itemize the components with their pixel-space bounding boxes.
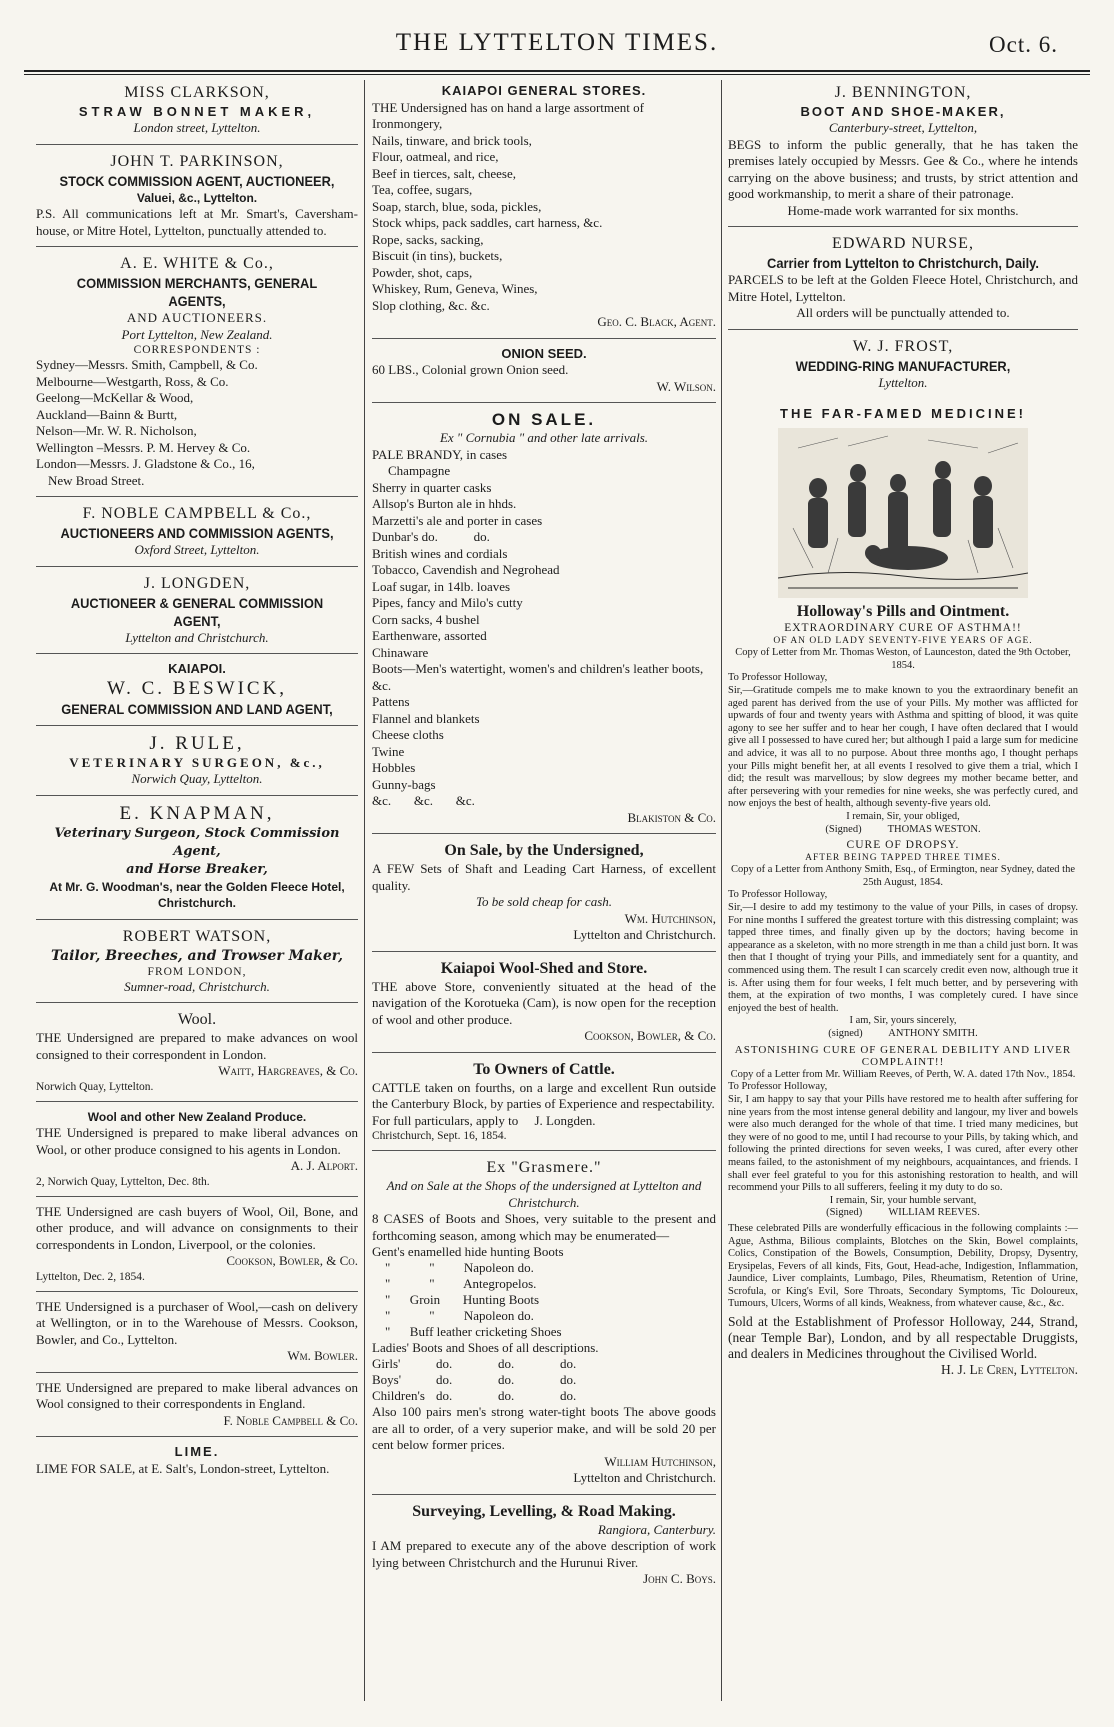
list-item: Flannel and blankets — [372, 710, 480, 726]
list-item: Whiskey, Rum, Geneva, Wines, — [372, 281, 538, 296]
address: Sumner-road, Christchurch. — [124, 978, 270, 994]
table-cell: do. — [498, 1388, 515, 1403]
table-cell: Children's — [372, 1388, 425, 1403]
trade-heading: VETERINARY SURGEON, &c., — [69, 754, 325, 770]
list-item: Cheese cloths — [372, 727, 444, 742]
apply-line: For full particulars, apply to J. Longden. — [372, 1112, 596, 1128]
ad-knapman — [36, 800, 358, 920]
ad-subheading: To be sold cheap for cash. — [475, 894, 613, 909]
list-item: Tea, coffee, sugars, — [372, 182, 473, 197]
masthead — [24, 30, 1090, 66]
list-item: Ladies' Boots and Shoes of all descriptions. — [372, 1340, 599, 1355]
trade-heading: GENERAL COMMISSION AND LAND AGENT, — [61, 700, 333, 717]
signature: Wm. Hutchinson, — [624, 910, 716, 926]
table-cell: do. — [498, 1372, 515, 1387]
trade-heading: WEDDING-RING MANUFACTURER, — [795, 357, 1011, 374]
advertiser-name: EDWARD NURSE, — [832, 235, 974, 252]
ad-cookson-buyers — [36, 1201, 358, 1292]
ad-heading: Kaiapoi Wool-Shed and Store. — [440, 959, 648, 977]
ad-lime — [36, 1441, 358, 1484]
complaints-list: These celebrated Pills are wonderfully efficacious in the following complaints :— Ague, Asthma, Bilious complaints, Blotches on the Skin, Bowel complaints, Colics, Constipation of the Bowels, Consumption, Debility, Dropsy, Dysentry, Erysipelas, Fevers of all kinds, Fits, Gout, Head-ache, Indigestion, Inflammation, Jaundice, Liver complaints, Lumbago, Piles, Rheumatism, Retention of Urine, Scrofula, or King's Evil, Sore Throats, Secondary Symptoms, Tic Doloureux, Tumours, Ulcers, Worms of all kinds, Weakness, from whatever cause, &c., &c. — [728, 1222, 1078, 1310]
ad-title: Holloway's Pills and Ointment. — [796, 603, 1010, 620]
list-item: Pipes, fancy and Milo's cutty — [372, 595, 523, 610]
advertiser-name: J. LONGDEN, — [143, 574, 251, 592]
dateline: 2, Norwich Quay, Lyttelton, Dec. 8th. — [36, 1175, 210, 1188]
closing: I remain, Sir, your humble servant, — [829, 1194, 977, 1206]
trade-heading: Tailor, Breeches, and Trowser Maker, — [50, 947, 344, 964]
dateline: Norwich Quay, Lyttelton. — [36, 1080, 154, 1093]
ad-body: A FEW Sets of Shaft and Leading Cart Harness, of excellent quality. — [372, 861, 716, 893]
signature: Wm. Bowler. — [287, 1348, 358, 1363]
list-item: Twine — [372, 743, 405, 759]
table-cell: do. — [560, 1356, 577, 1371]
ad-body: Also 100 pairs men's strong water-tight boots The above goods are all to order, of a very superior make, and will be sold 20 per cent below former prices. — [372, 1404, 716, 1452]
list-item: PALE BRANDY, in cases — [372, 446, 508, 462]
table-cell: do. — [560, 1388, 577, 1403]
table-cell: Boys' — [372, 1372, 402, 1387]
letter-intro: Copy of a Letter from Anthony Smith, Esq., of Ermington, near Sydney, dated the 25th August, 1854. — [730, 864, 1075, 888]
salutation: To Professor Holloway, — [728, 672, 828, 684]
ad-intro: THE Undersigned has on hand a large assortment of — [372, 99, 644, 115]
list-item: Earthenware, assorted — [372, 628, 487, 643]
trade-heading: Veterinary Surgeon, Stock Commission Agent, — [54, 825, 340, 859]
list-item: Sherry in quarter casks — [372, 479, 492, 495]
ad-wool-waitt — [36, 1007, 358, 1102]
signature: Geo. C. Black, Agent. — [597, 314, 716, 329]
ad-longden — [36, 571, 358, 655]
dateline: Christchurch, Sept. 16, 1854. — [372, 1130, 507, 1142]
table-cell: do. — [436, 1356, 453, 1371]
list-item: Gunny-bags — [372, 776, 436, 792]
ad-nurse — [728, 231, 1078, 330]
ad-heading: LIME. — [174, 1444, 220, 1459]
ad-heading: To Owners of Cattle. — [473, 1060, 615, 1078]
closing: I am, Sir, yours sincerely, — [849, 1015, 957, 1027]
closing: I remain, Sir, your obliged, — [846, 810, 960, 822]
ad-banner: THE FAR-FAMED MEDICINE! — [780, 406, 1026, 421]
list-item: Champagne — [388, 463, 451, 478]
ad-heading: Wool and other New Zealand Produce. — [87, 1109, 307, 1124]
list-item: Dunbar's do. do. — [372, 529, 490, 544]
origin-line: FROM LONDON, — [147, 965, 247, 978]
ad-clarkson — [36, 80, 358, 145]
correspondent-line: Sydney—Messrs. Smith, Campbell, & Co. — [36, 357, 258, 372]
ad-body: LIME FOR SALE, at E. Salt's, London-street, Lyttelton. — [36, 1460, 330, 1476]
list-item: " Buff leather cricketing Shoes — [372, 1324, 562, 1339]
list-item: Rope, sacks, sacking, — [372, 231, 484, 247]
ad-body: CATTLE taken on fourths, on a large and excellent Run outside the Canterbury Block, by parties of Experience and respectability. — [372, 1079, 716, 1111]
list-item: " Groin Hunting Boots — [372, 1292, 540, 1307]
newspaper-title: THE LYTTELTON TIMES. — [395, 29, 719, 56]
list-item: " " Antegropelos. — [372, 1276, 537, 1291]
column-divider-2 — [721, 80, 722, 1701]
list-item: Slop clothing, &c. &c. — [372, 297, 490, 313]
table-row — [372, 1388, 716, 1404]
engraving-illustration — [778, 428, 1028, 598]
correspondent-line: Auckland—Bainn & Burtt, — [36, 406, 178, 422]
place-line: Lyttelton and Christchurch. — [573, 927, 716, 942]
ad-bowler — [36, 1296, 358, 1373]
ad-watson — [36, 924, 358, 1004]
list-item: Ironmongery, — [372, 116, 443, 131]
advertiser-name: A. E. WHITE & Co., — [120, 255, 274, 272]
list-item: British wines and cordials — [372, 545, 508, 561]
footwear-table — [372, 1356, 716, 1404]
ad-bennington — [728, 80, 1078, 227]
list-item: Nails, tinware, and brick tools, — [372, 132, 532, 148]
correspondent-line: Nelson—Mr. W. R. Nicholson, — [36, 423, 197, 438]
signature: Cookson, Bowler, & Co. — [226, 1253, 358, 1268]
trade-subheading: and Horse Breaker, — [126, 861, 268, 877]
ad-body: 60 LBS., Colonial grown Onion seed. — [372, 362, 569, 377]
table-cell: Girls' — [372, 1356, 401, 1371]
ad-onion-seed — [372, 343, 716, 404]
ad-kaiapoi-stores — [372, 80, 716, 339]
sold-at: Sold at the Establishment of Professor Holloway, 244, Strand, (near Temple Bar), London, and by all respectable Druggists, and dealers in Medicines throughout the Civilised World. — [728, 1314, 1078, 1362]
ad-subheading: And on Sale at the Shops of the undersigned at Lyttelton and Christchurch. — [386, 1178, 702, 1210]
dateline: Lyttelton, Dec. 2, 1854. — [36, 1270, 145, 1283]
advertiser-name: W. C. BESWICK, — [106, 677, 288, 699]
ad-wool-alport — [36, 1106, 358, 1197]
column-divider-1 — [364, 80, 365, 1701]
signature: Blakiston & Co. — [627, 809, 716, 825]
ad-cattle — [372, 1057, 716, 1152]
ad-intro: 8 CASES of Boots and Shoes, very suitable to the present and forthcoming season, among which may be enumerated— — [372, 1211, 716, 1243]
column-1 — [36, 80, 358, 1701]
issue-date: Oct. 6. — [989, 32, 1058, 57]
signature: Cookson, Bowler, & Co. — [584, 1028, 716, 1043]
ad-surveying — [372, 1499, 716, 1595]
trade-heading: STRAW BONNET MAKER, — [78, 104, 316, 119]
testimonial-subheading: OF AN OLD LADY SEVENTY-FIVE YEARS OF AGE. — [773, 635, 1033, 646]
ad-subheading: Ex " Cornubia " and other late arrivals. — [439, 430, 649, 445]
table-cell: do. — [498, 1356, 515, 1371]
ad-noble-wool — [36, 1377, 358, 1438]
ad-heading: ON SALE. — [491, 410, 597, 429]
ad-woolshed — [372, 956, 716, 1053]
ad-rule — [36, 730, 358, 796]
trade-subheading: AND AUCTIONEERS. — [126, 310, 268, 325]
ad-body: THE Undersigned is prepared to make liberal advances on Wool, or other produce consigned to his agents in London. — [36, 1125, 358, 1157]
address: Norwich Quay, Lyttelton. — [131, 771, 263, 786]
signature: (Signed) WILLIAM REEVES. — [826, 1207, 980, 1219]
ad-body: THE Undersigned are prepared to make liberal advances on Wool consigned to their correspondents in England. — [36, 1379, 358, 1411]
ad-heading: ONION SEED. — [501, 345, 587, 361]
ad-holloway — [728, 402, 1078, 1386]
signature: A. J. Alport. — [290, 1158, 358, 1173]
ad-on-sale — [372, 407, 716, 834]
correspondent-line: Melbourne—Westgarth, Ross, & Co. — [36, 373, 229, 389]
signature: William Hutchinson, — [604, 1453, 716, 1469]
ad-note: All orders will be punctually attended to. — [796, 305, 1010, 320]
ad-heading: On Sale, by the Undersigned, — [444, 842, 644, 859]
advertiser-name: J. BENNINGTON, — [834, 84, 972, 101]
testimonial-heading: CURE OF DROPSY. — [846, 839, 960, 852]
signature: (signed) ANTHONY SMITH. — [828, 1028, 978, 1039]
list-item: " " Napoleon do. — [372, 1260, 534, 1275]
ad-beswick — [36, 658, 358, 726]
table-row — [372, 1372, 716, 1388]
place-line: Rangiora, Canterbury. — [597, 1521, 716, 1537]
ad-note: Home-made work warranted for six months. — [787, 202, 1019, 218]
list-item: Beef in tierces, salt, cheese, — [372, 165, 517, 181]
list-item: Biscuit (in tins), buckets, — [372, 248, 503, 263]
signature: W. Wilson. — [656, 378, 716, 394]
letter-intro: Copy of Letter from Mr. Thomas Weston, of Launceston, dated the 9th October, 1854. — [735, 647, 1071, 671]
list-item: Hobbles — [372, 760, 416, 775]
ad-body: THE Undersigned are cash buyers of Wool, Oil, Bone, and other produce, and will advance on consignments to their correspondents in London, Liverpool, or the colonies. — [36, 1203, 358, 1252]
list-item: Chinaware — [372, 644, 429, 660]
list-item: Powder, shot, caps, — [372, 264, 473, 280]
correspondent-line: New Broad Street. — [48, 472, 145, 488]
signature: John C. Boys. — [643, 1571, 716, 1586]
list-item: Stock whips, pack saddles, cart harness, &c. — [372, 215, 603, 230]
ad-white — [36, 251, 358, 497]
advertiser-name: F. NOBLE CAMPBELL & Co., — [82, 505, 312, 522]
list-item: Corn sacks, 4 bushel — [372, 611, 480, 627]
ad-heading: KAIAPOI GENERAL STORES. — [441, 83, 647, 98]
ad-body: P.S. All communications left at Mr. Smart's, Caversham-house, or Mitre Hotel, Lyttelton, punctually attended to. — [36, 206, 358, 238]
signature: F. Noble Campbell & Co. — [223, 1412, 358, 1428]
table-row — [372, 1356, 716, 1372]
trade-heading: STOCK COMMISSION AGENT, AUCTIONEER, — [59, 172, 335, 189]
column-3 — [728, 80, 1078, 1701]
ad-body: THE Undersigned is a purchaser of Wool,—cash on delivery at Wellington, or in to the Warehouse of Messrs. Cookson, Bowler, and Co., Lyttelton. — [36, 1298, 358, 1347]
trade-heading: COMMISSION MERCHANTS, GENERAL AGENTS, — [76, 275, 318, 309]
address: London street, Lyttelton. — [133, 120, 261, 135]
item-list — [372, 447, 716, 810]
place-heading: KAIAPOI. — [168, 661, 226, 676]
ad-parkinson — [36, 149, 358, 248]
advertiser-name: JOHN T. PARKINSON, — [110, 152, 284, 170]
list-item: Tobacco, Cavendish and Negrohead — [372, 562, 560, 577]
testimonial-heading: EXTRAORDINARY CURE OF ASTHMA!! — [784, 622, 1022, 634]
ad-heading: Ex "Grasmere." — [486, 1159, 602, 1176]
ad-body: BEGS to inform the public generally, that he has taken the premises lately occupied by Messrs. Gee & Co., where he intends carrying on the above business; and trusts, by strict attention and good workmanship, to merit a share of their patronage. — [728, 136, 1078, 201]
list-item: Pattens — [372, 694, 410, 709]
list-item: Marzetti's ale and porter in cases — [372, 512, 543, 528]
ad-grasmere — [372, 1155, 716, 1495]
testimonial-subheading: AFTER BEING TAPPED THREE TIMES. — [805, 852, 1001, 863]
correspondent-line: Geelong—McKellar & Wood, — [36, 390, 194, 405]
trade-heading: AUCTIONEER & GENERAL COMMISSION AGENT, — [70, 594, 324, 629]
list-item: Soap, starch, blue, soda, pickles, — [372, 198, 542, 214]
ad-body: I AM prepared to execute any of the above description of work lying between Christchurch and the Hurunui River. — [372, 1538, 716, 1570]
correspondent-line: Wellington –Messrs. P. M. Hervey & Co. — [36, 439, 251, 455]
signature: Waitt, Hargreaves, & Co. — [218, 1063, 358, 1078]
letter-intro: Copy of a Letter from Mr. William Reeves, of Perth, W. A. dated 17th Nov., 1854. — [730, 1068, 1076, 1080]
place-line: Lyttelton and Christchurch. — [573, 1470, 716, 1485]
correspondent-line: London—Messrs. J. Gladstone & Co., 16, — [36, 456, 255, 471]
ad-body: THE above Store, conveniently situated at the head of the navigation of the Korotueka (Cam), is now open for the reception of wool and other produce. — [372, 978, 716, 1027]
advertiser-name: E. KNAPMAN, — [119, 802, 275, 824]
list-item: Allsop's Burton ale in hhds. — [372, 496, 517, 511]
trade-heading: AUCTIONEERS AND COMMISSION AGENTS, — [60, 525, 334, 541]
advertiser-name: J. RULE, — [149, 732, 245, 754]
header-rule — [24, 70, 1090, 72]
salutation: To Professor Holloway, — [728, 1081, 828, 1093]
ad-body: PARCELS to be left at the Golden Fleece Hotel, Christchurch, and Mitre Hotel, Lyttelton. — [728, 272, 1078, 304]
ad-heading: Wool. — [177, 1011, 217, 1028]
correspondents-heading: CORRESPONDENTS : — [133, 344, 261, 356]
header-rule-thin — [24, 74, 1090, 75]
ad-body: THE Undersigned are prepared to make advances on wool consigned to their correspondent in London. — [36, 1030, 358, 1062]
table-cell: do. — [436, 1388, 453, 1403]
list-item: Boots—Men's watertight, women's and children's leather boots, &c. — [372, 661, 704, 693]
trade-heading: BOOT AND SHOE-MAKER, — [800, 104, 1006, 119]
correspondent-list — [36, 357, 358, 489]
list-item: Gent's enamelled hide hunting Boots — [372, 1244, 564, 1259]
list-item: " " Napoleon do. — [372, 1308, 534, 1323]
salutation: To Professor Holloway, — [728, 889, 828, 901]
table-cell: do. — [436, 1372, 453, 1387]
testimonials — [728, 622, 1078, 1311]
advertiser-name: MISS CLARKSON, — [124, 84, 270, 101]
column-2 — [372, 80, 716, 1701]
testimonial-text: Sir,—I desire to add my testimony to the value of your Pills, in cases of dropsy. For nine months I suffered the greatest torture with this distressing complaint; was tapped three times, and finally given up by the doctors; having become in appearance as a skeleton, with no more strength in me than a child just born. It was then that I thought of trying your Pills, and immediately sent for a quantity, and commenced using them. The result I can scarcely credit even now, although true it is. After using them for four weeks, I felt much better, and by persevering with them, at the expiration of two months, I was completely cured. I have since enjoyed the best of health. — [728, 902, 1078, 1014]
agent-signature: H. J. Le Cren, Lyttelton. — [941, 1362, 1078, 1378]
list-item: &c. &c. &c. — [372, 793, 475, 808]
list-item: Loaf sugar, in 14lb. loaves — [372, 578, 511, 594]
list-item: Flour, oatmeal, and rice, — [372, 149, 499, 164]
advertiser-name: ROBERT WATSON, — [122, 927, 272, 945]
trade-heading: Carrier from Lyttelton to Christchurch, Daily. — [767, 255, 1039, 271]
testimonial-text: Sir,—Gratitude compels me to make known to you the extraordinary benefit an aged parent has derived from the use of your Pills. My mother was afflicted for upwards of four and twenty years with Asthma and spitting of blood, it was quite agony to see her suffer and to hear her cough, I have often declared that I would give all I possessed to have cured her; but although I paid a large sum for medicine and advice, it was all to no purpose. About three months ago, I thought perhaps your Pills might benefit her, at all events I resolved to give them a trial, which I did; the result was marvellous; by slow degrees my mother became better, and after persevering with your remedies for nine weeks, she was perfectly cured, and now enjoys the best of health, although seventy-five years old. — [728, 684, 1078, 810]
address: Lyttelton and Christchurch. — [125, 629, 269, 645]
ad-campbell — [36, 501, 358, 567]
table-cell: do. — [560, 1372, 577, 1387]
ad-harness — [372, 838, 716, 952]
testimonial-text: Sir, I am happy to say that your Pills have restored me to health after suffering for nine years from the most intense general debility and langour, my liver and bowels were also much deranged for the whole of that time. I tried many medicines, but they were of no good to me, until I had recourse to your Pills, by taking which, and following the printed directions for seven weeks, I was cured, after every other means failed, to the astonishment of my neighbours, acquaintances, and friends. I shall ever feel grateful to you for this astonishing restoration to health, and will recommend your Pills to all sufferers, feeling it my duty to do so. — [728, 1093, 1078, 1194]
item-list — [372, 116, 716, 314]
address: Oxford Street, Lyttelton. — [134, 542, 260, 557]
address: Canterbury-street, Lyttelton, — [828, 120, 978, 135]
address: Lyttelton. — [878, 374, 928, 390]
boots-list — [372, 1244, 716, 1356]
testimonial-heading: ASTONISHING CURE OF GENERAL DEBILITY AND LIVER COMPLAINT!! — [734, 1043, 1072, 1069]
ad-heading: Surveying, Levelling, & Road Making. — [412, 1502, 676, 1520]
signature: (Signed) THOMAS WESTON. — [825, 823, 981, 835]
address: Port Lyttelton, New Zealand. — [121, 326, 273, 342]
advertiser-name: W. J. FROST, — [852, 337, 954, 355]
ad-frost — [728, 334, 1078, 399]
address: At Mr. G. Woodman's, near the Golden Fleece Hotel, Christchurch. — [49, 879, 345, 910]
subheading: Valuei, &c., Lyttelton. — [136, 190, 258, 205]
